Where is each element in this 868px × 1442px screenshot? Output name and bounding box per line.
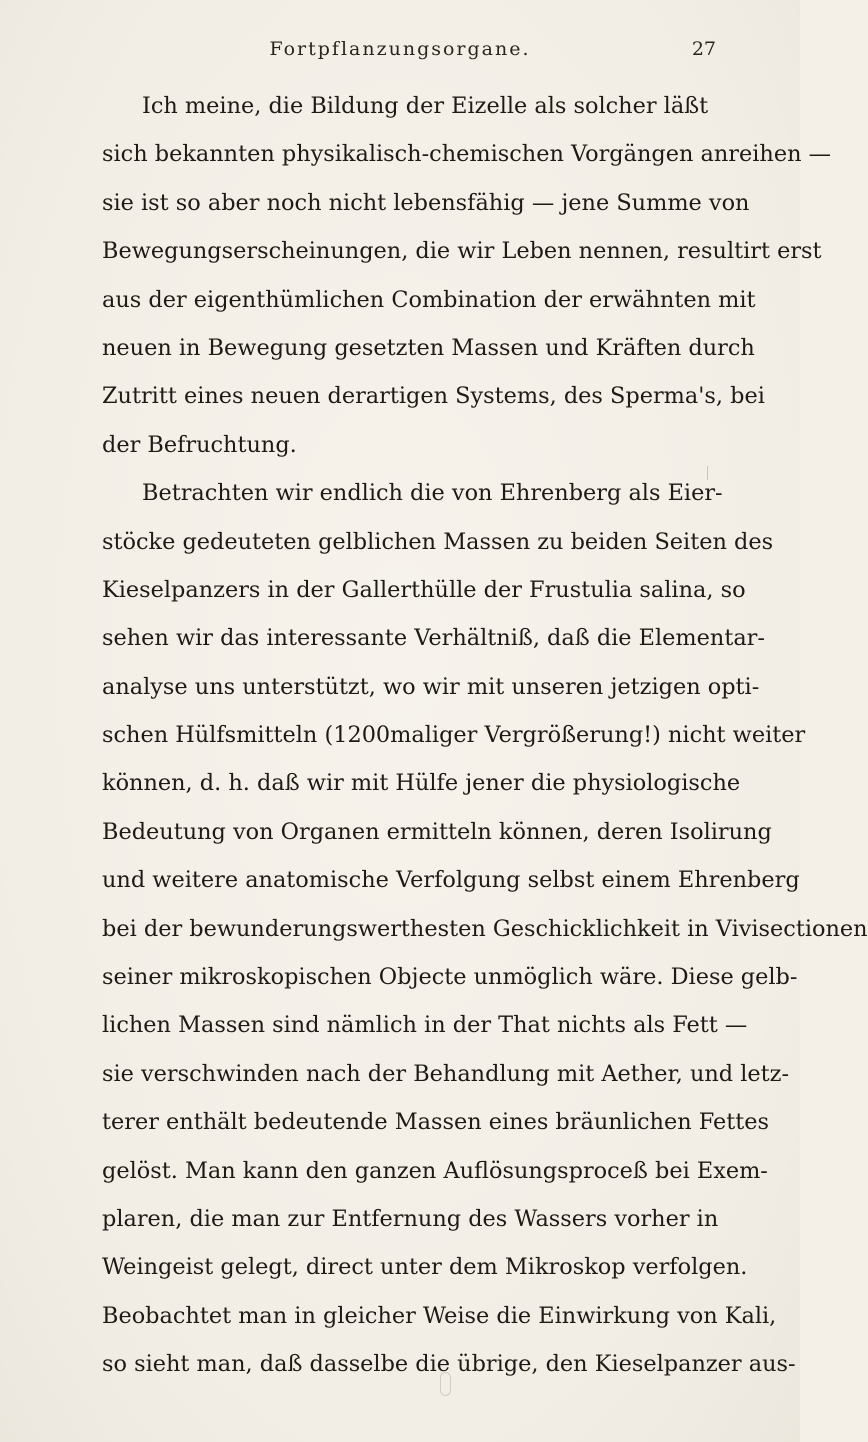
text-line: und weitere anatomische Verfolgung selbst einem Ehrenberg bbox=[102, 867, 800, 894]
page-number: 27 bbox=[691, 38, 716, 60]
text-line: terer enthält bedeutende Massen eines bräunlichen Fettes bbox=[102, 1109, 770, 1136]
running-title: Fortpflanzungsorgane. bbox=[269, 38, 531, 60]
text-line: Zutritt eines neuen derartigen Systems, des Sperma's, bei bbox=[102, 383, 765, 410]
text-line: Bewegungserscheinungen, die wir Leben nennen, resultirt erst bbox=[102, 238, 822, 265]
text-line: sie ist so aber noch nicht lebensfähig — jene Summe von bbox=[102, 189, 750, 216]
text-line: stöcke gedeuteten gelblichen Massen zu beiden Seiten des bbox=[102, 528, 774, 555]
text-line: Weingeist gelegt, direct unter dem Mikroskop verfolgen. bbox=[102, 1254, 748, 1281]
text-line: analyse uns unterstützt, wo wir mit unseren jetzigen opti- bbox=[102, 673, 760, 700]
text-line: Ich meine, die Bildung der Eizelle als solcher läßt bbox=[142, 93, 709, 119]
paper-mark bbox=[440, 1372, 451, 1396]
text-line: sich bekannten physikalisch-chemischen Vorgängen anreihen — bbox=[102, 141, 832, 168]
body-text bbox=[102, 82, 868, 1389]
paper-mark bbox=[707, 466, 708, 480]
text-line: so sieht man, daß dasselbe die übrige, den Kieselpanzer aus- bbox=[102, 1351, 796, 1378]
text-line: der Befruchtung. bbox=[102, 431, 297, 458]
text-line: sehen wir das interessante Verhältniß, daß die Elementar- bbox=[102, 625, 765, 652]
text-line: können, d. h. daß wir mit Hülfe jener die physiologische bbox=[102, 770, 741, 797]
text-line: neuen in Bewegung gesetzten Massen und Kräften durch bbox=[102, 334, 755, 361]
text-line: gelöst. Man kann den ganzen Auflösungsproceß bei Exem- bbox=[102, 1157, 768, 1184]
text-line: seiner mikroskopischen Objecte unmöglich wäre. Diese gelb- bbox=[102, 964, 798, 991]
text-line: Betrachten wir endlich die von Ehrenberg als Eier- bbox=[142, 480, 723, 507]
text-line: lichen Massen sind nämlich in der That nichts als Fett — bbox=[102, 1012, 748, 1039]
text-line: schen Hülfsmitteln (1200maliger Vergrößerung!) nicht weiter bbox=[102, 722, 806, 749]
text-line: bei der bewunderungswerthesten Geschicklichkeit in Vivisectionen bbox=[102, 915, 868, 942]
text-line: Bedeutung von Organen ermitteln können, deren Isolirung bbox=[102, 818, 772, 845]
text-line: aus der eigenthümlichen Combination der erwähnten mit bbox=[102, 286, 756, 313]
running-header bbox=[0, 34, 800, 64]
text-line: plaren, die man zur Entfernung des Wassers vorher in bbox=[102, 1205, 719, 1232]
text-line: sie verschwinden nach der Behandlung mit Aether, und letz- bbox=[102, 1060, 790, 1087]
text-line: Kieselpanzers in der Gallerthülle der Frustulia salina, so bbox=[102, 576, 746, 603]
text-line: Beobachtet man in gleicher Weise die Einwirkung von Kali, bbox=[102, 1302, 777, 1329]
